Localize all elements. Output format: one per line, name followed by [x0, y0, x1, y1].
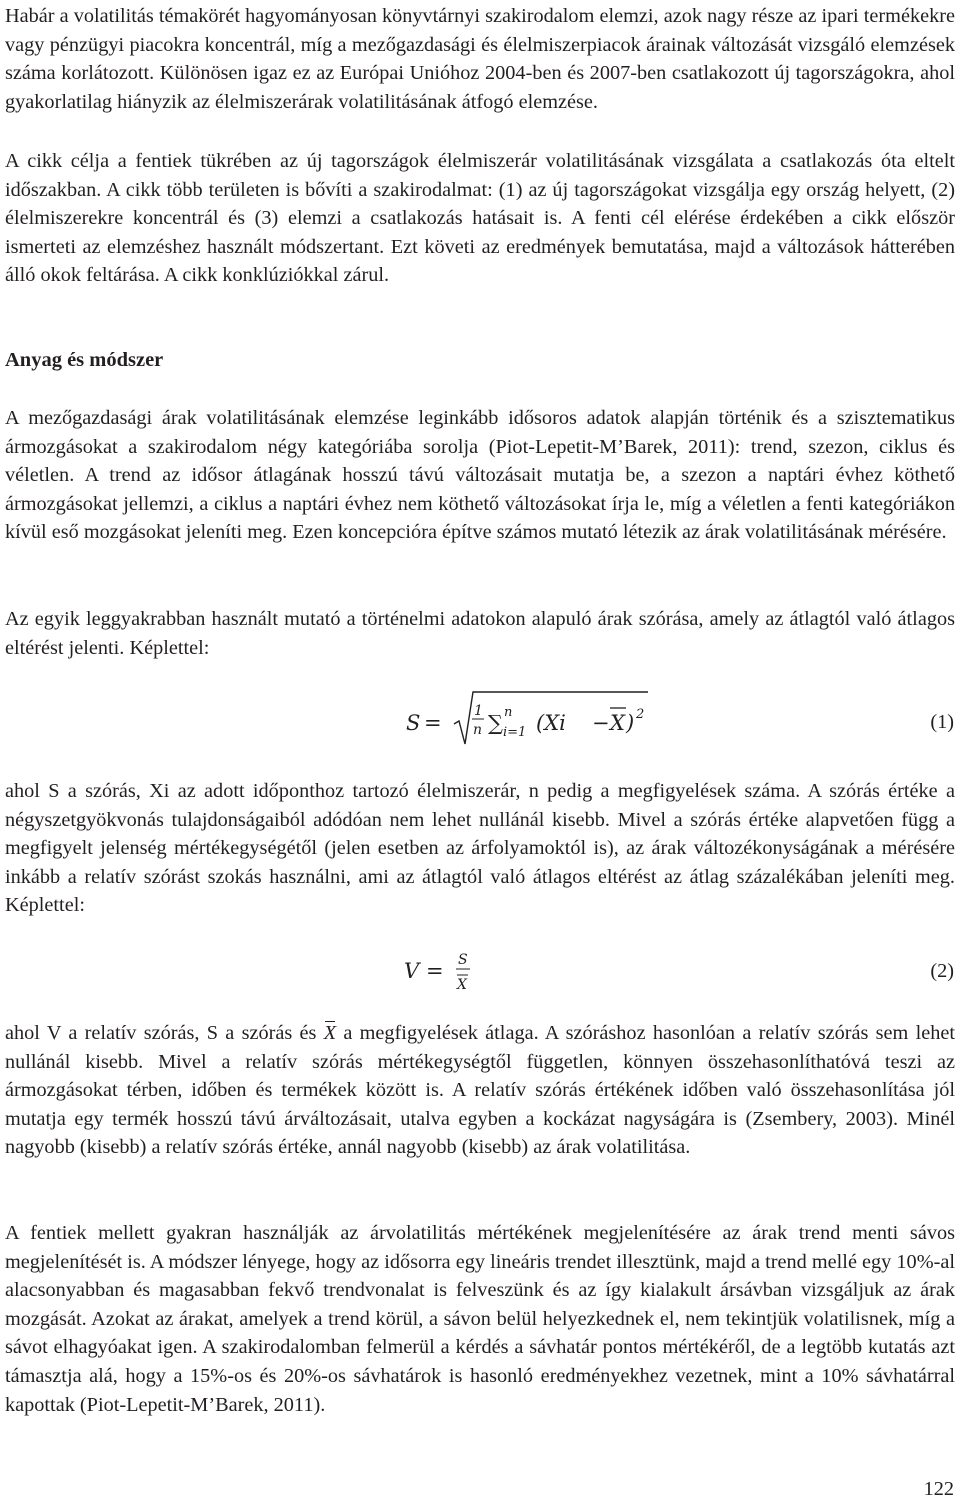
eq1-body-open: (Xi	[536, 711, 566, 735]
paragraph-std-explain: ahol S a szórás, Xi az adott időponthoz tartozó élelmiszerár, n pedig a megfigyelések száma. A szórás értéke a négyszetgyökvonás tulajdonságaiból adódóan nem lehet nullánál kisebb. Mivel a szórás értéke alapvetően függ a megfigyelt jelenség mértékegységétől (jelen esetben az árfolyamoktól is), az árak változékonyságának a mérésére inkább a relatív szórást szokás használni, ami az átlagtól való átlagos eltérést az átlag százalékában jeleníti meg. Képlettel:	[5, 780, 955, 917]
equation-2-number: (2)	[930, 960, 954, 982]
eq1-sum-top: n	[504, 705, 513, 720]
paragraph-aim: A cikk célja a fentiek tükrében az új tagországok élelmiszerár volatilitásának vizsgálata a csatlakozás óta eltelt időszakban. A cikk több területen is bővíti a szakirodalmat: (1) az új tagországokat vizsgálja egy ország helyett, (2) élelmiszerekre koncentrál és (3) elemzi a csatlakozás hatásait is. A fenti cél elérése érdekében a cikk először ismerteti az elemzéshez használt módszertant. Ezt követi az eredmények bemutatása, majd a változások hátterében álló okok feltárása. A cikk konklúziókkal zárul.	[5, 150, 955, 287]
paragraph-intro: Habár a volatilitás témakörét hagyományosan könyvtárnyi szakirodalom elemzi, azok nagy része az ipari termékekre vagy pénzügyi piacokra koncentrál, míg a mezőgazdasági és élelmiszerpiacok árainak változását vizsgáló elemzések száma korlátozott. Különösen igaz ez az Európai Unióhoz 2004-ben és 2007-ben csatlakozott új tagországokra, ahol gyakorlatilag hiányzik az élelmiszerárak volatilitásának átfogó elemzése.	[5, 5, 955, 113]
xbar-inline: X	[324, 1019, 336, 1048]
paragraph-relative-std	[5, 1019, 955, 1162]
eq2-lhs: V	[404, 959, 420, 983]
eq2-num: S	[458, 952, 468, 968]
paragraph-trend-band: A fentiek mellett gyakran használják az árvolatilitás mértékének megjelenítésére az árak trend menti sávos megjelenítését is. A módszer lényege, hogy az idősorra egy lineáris trendet illesztünk, majd a trend mellé egy 10%-al alacsonyabban és magasabban fekvő trendvonalat is felveszünk és az így kialakult ársávban vizsgáljuk az árak mozgását. Azokat az árakat, amelyek a trend körül, a sávon belül helyezkednek el, nem tekintjük volatilisnek, míg a sávot elhagyóakat igen. A szakirodalomban felmerül a kérdés a sávhatár pontos mértékéről, de a legtöbb kutatás azt támasztja alá, hogy a 15%-os és 20%-os sávhatárok is hasonló eredményekhez vezetnek, mint a 10% sávhatárral kapottak (Piot-Lepetit-M’Barek, 2011).	[5, 1222, 955, 1416]
eq1-sum: ∑	[488, 711, 503, 735]
equation-1-number: (1)	[930, 711, 954, 733]
p6-part-a: ahol V a relatív szórás, S a szórás és	[5, 1022, 324, 1044]
eq1-xbar: X	[610, 711, 625, 735]
eq1-power: 2	[636, 707, 645, 722]
section-heading: Anyag és módszer	[5, 349, 164, 371]
eq1-sum-bottom: i=1	[503, 725, 527, 740]
paragraph-methods: A mezőgazdasági árak volatilitásának elemzése leginkább idősoros adatok alapján történik és a szisztematikus ármozgásokat a szakirodalom négy kategóriába sorolja (Piot-Lepetit-M’Barek, 2011): trend, szezon, ciklus és véletlen. A trend az idősor átlagának hosszú távú változásait mutatja be, a szezon a naptári évhez köthető ármozgásokat jellemzi, a ciklus a naptári évhez nem köthető változásokat írja le, míg a véletlen a fenti kategóriákon kívül eső mozgásokat jeleníti meg. Ezen koncepcióra építve számos mutató létezik az árak volatilitásának mérésére.	[5, 407, 955, 544]
eq1-equals: =	[424, 711, 442, 735]
eq1-body-close: )	[626, 711, 635, 735]
page-number: 122	[923, 1478, 954, 1500]
eq1-frac-den: n	[473, 722, 483, 738]
equation-2-graphic	[400, 946, 490, 1002]
eq2-den: X	[457, 977, 467, 993]
eq2-equals: =	[426, 959, 444, 983]
eq1-frac-num: 1	[474, 703, 483, 719]
paragraph-std-intro: Az egyik leggyakrabban használt mutató a történelmi adatokon alapuló árak szórása, amely az átlagtól való átlagos eltérést jelenti. Képlettel:	[5, 608, 955, 659]
eq1-lhs: S	[406, 711, 421, 735]
eq1-minus: −	[592, 711, 610, 735]
p6-part-b: a megfigyelések átlaga. A szóráshoz hasonlóan a relatív szórás sem lehet nullánál kisebb. Mivel a relatív szórás mértékegységtől független, könnyen összehasonlíthatóvá teszi az ármozgásokat térben, időben és termékek között is. A relatív szórás értékének időben való összehasonlítása jól mutatja egy termék hosszú távú árváltozásait, utalva egyben a kockázat nagyságára is (Zsembery, 2003). Minél nagyobb (kisebb) a relatív szórás értéke, annál nagyobb (kisebb) az árak volatilitása.	[5, 1022, 956, 1159]
equation-1-graphic	[400, 686, 650, 750]
